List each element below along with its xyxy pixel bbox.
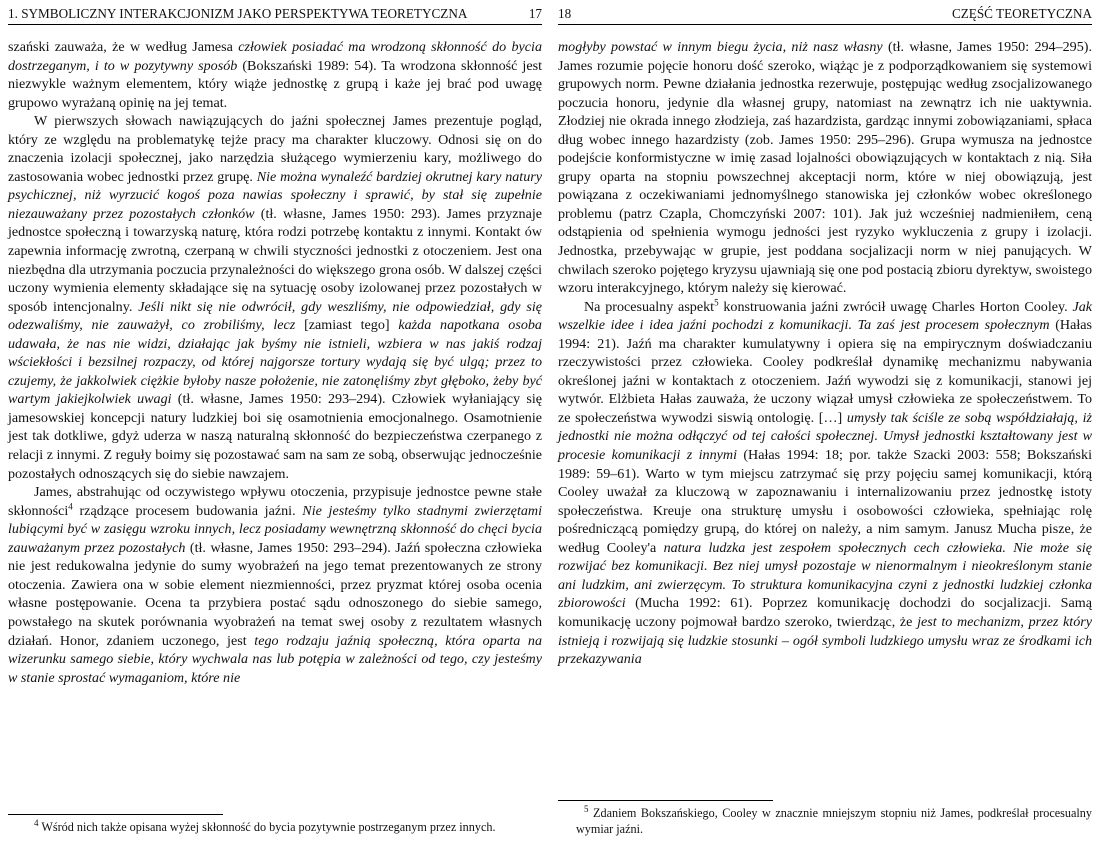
footnote-text: Wśród nich także opisana wyżej skłonność do bycia pozytywnie postrzeganym przez innych.: [41, 820, 496, 834]
paragraph: [558, 298, 1092, 669]
footnote: [558, 803, 1092, 837]
text-run: (Hałas 1994: 21). Jaźń ma charakter kumulatywny i opiera się na empirycznym doświadczaniu rzeczywistości przez człowieka. Cooley podkreślał dynamikę mechanizmu nabywania określonej jaźni w kontaktach z otoczeniem. Jaźń wywodzi się z komunikacji, stanowi jej wytwór. Elżbieta Hałas zauważa, że uczony wiązał umysł człowieka ze społeczeństwem. To ze społeczeństwa wywodzi siswią ontologię. […]: [558, 317, 1092, 426]
running-header-right: [558, 4, 1092, 25]
footnote-rule: [8, 814, 223, 815]
right-page: [558, 0, 1092, 848]
footnote-marker: 4: [34, 817, 39, 828]
page-number: 18: [558, 6, 572, 21]
text-run: (Hałas 1994: 18; por. także Szacki 2003: 558; Bokszański 1989: 59–61). Warto w tym miejscu zatrzymać się przy pojęciu samej komunikacji, którą Cooley uważał za kluczową w zapoznawaniu i internalizowaniu przez jednostkę istoty społeczeństwa. Kreuje ona strukturę umysłu i osobowości człowieka, spełniając rolę pośredniczącą pomiędzy grupą, do której on należy, a nim samym. Janusz Mucha pisze, że według Cooley'a: [558, 447, 1092, 556]
text-run: (tł. własne, James 1950: 294–295). James rozumie pojęcie honoru dość szeroko, wiążąc je z podporządkowaniem się systemowi grupowych norm. Pewne działania jednostka rezerwuje, postępując według zsocjalizowanego poczucia honoru, jedynie dla własnej grupy, natomiast na zewnątrz ich nie uaktywnia. Złodziej nie okrada innego złodzieja, zaś hazardzista, gardząc innymi zobowiązaniami, spłaca dług wobec innego hazardzisty (zob. James 1950: 295–296). Grupa wymusza na jednostce podejście konformistyczne w imię zasad lojalności obowiązujących w kontaktach z nią. Siła grupy oparta na stopniu powszechnej akceptacji norm, które w niej obowiązują, jest powiązana z oczekiwaniami jednomyślnego stanowiska jej członków wobec określonego problemu (patrz Czapla, Chomczyński 2007: 101). Jak już wcześniej nadmieniłem, ceną odstąpienia od spełnienia wymogu jedności jest ryzyko wykluczenia z grupy i izolacji. Jednostka, przebywając w grupie, jest poddana socjalizacji norm w niej panujących. W chwilach szeroko pojętego kryzysu ujawniają się one pod postacią zbioru dyrektyw, swoistego wzoru interakcyjnego, którym należy się kierować.: [558, 39, 1092, 297]
text-run: [zamiast tego]: [295, 317, 399, 334]
text-run: (tł. własne, James 1950: 293–294). Jaźń społeczna człowieka nie jest redukowalna jedynie do sumy wyobrażeń na jego temat prezentowanych ze strony otoczenia. Zawiera ona w sobie element niezmienności, przez pryzmat której osoba ocenia własne postępowanie. Ocena ta przybiera postać sądu odnoszonego do siebie samego, powstałego na skutek porównania wyobrażeń na temat swej osoby z rezultatem własnych działań. Honor, zdaniem uczonego, jest: [8, 539, 543, 649]
running-header-left: [8, 4, 542, 25]
paragraph: [8, 483, 542, 687]
italic-quote: Nie jesteśmy tylko stadnymi zwierzętami lubiącymi być w zasięgu wzroku innych, lecz posiadamy wewnętrzną skłonność do chęci bycia zauważanym przez pozostałych: [8, 502, 542, 556]
text-run: rządzące procesem budowania jaźni.: [72, 502, 303, 519]
italic-quote: Jeśli nikt się nie odwrócił, gdy weszliśmy, nie odpowiedział, gdy się odezwaliśmy, nie zauważył, co zrobiliśmy, lecz: [8, 298, 543, 334]
text-run: szański zauważa, że w według Jamesa: [8, 39, 239, 55]
italic-quote: Jak wszelkie idee i idea jaźni pochodzi z komunikacji. Ta zaś jest procesem społecznym: [558, 298, 1092, 334]
italic-quote: mogłyby powstać w innym biegu życia, niż nasz własny: [558, 39, 883, 55]
text-run: W pierwszych słowach nawiązujących do jaźni społecznej James prezentuje pogląd, który ze względu na problematykę tejże pracy ma charakter kluczowy. Odnosi się on do znaczenia izolacji społecznej, jako narzędzia służącego wymierzeniu kary, możliwego do zastosowania wobec jednostki przez grupę.: [8, 113, 542, 185]
body-text-left: [8, 38, 542, 687]
italic-quote: każda napotkana osoba udawała, że nas nie widzi, działając jak byśmy nie istnieli, wzbiera w nas jakiś rodzaj wściekłości i bezsilnej rozpaczy, od której najgorsze tortury wydają się być ulgą; przez to czujemy, że jakkolwiek ciężkie byłoby nasze położenie, nie zatonęliśmy zbyt głęboko, żeby być wartym jakiejkolwiek uwagi: [8, 317, 542, 408]
footnote-marker: 5: [584, 803, 589, 814]
italic-quote: człowiek posiadać ma wrodzoną skłonność do bycia dostrzeganym, i to w pozytywny sposób: [8, 39, 542, 74]
italic-quote: jest to mechanizm, przez który istnieją i rozwijają się ludzkie stosunki – ogół symboli ludzkiego umysłu wraz ze środkami ich przekazywania: [558, 613, 1092, 668]
running-header-title: CZĘŚĆ TEORETYCZNA: [951, 6, 1092, 21]
text-run: (Mucha 1992: 61). Poprzez komunikację dochodzi do socjalizacji. Samą komunikację uczony pojmował bardzo szeroko, twierdząc, że: [558, 595, 1092, 630]
text-run: (tł. własne, James 1950: 293). James przyznaje jednostce społeczną i towarzyską naturę, która rodzi potrzebę kontaktu z innymi. Kontakt ów zapewnia informację zwrotną, czerpaną w chwili styczności jednostki z otoczeniem. Jest ona niezbędna dla utrzymania poczucia przynależności do większego grona osób. W dalszej części uczony wymienia elementy składające się na sytuację osoby izolowanej przez pozostałych w sposób intencjonalny.: [8, 205, 543, 315]
text-run: James, abstrahując od oczywistego wpływu otoczenia, przypisuje jednostce pewne stałe skłonności: [8, 484, 542, 519]
text-run: (Bokszański 1989: 54). Ta wrodzona skłonność jest niezwykle ważnym elementem, który wiąże jednostkę z grupą i każe jej brać pod uwagę grupowo wyrażaną opinię na jej temat.: [8, 57, 542, 111]
italic-quote: tego rodzaju jaźnią społeczną, która oparta na wizerunku samego siebie, który wychwala nas lub potępia w zależności od tego, czy jesteśmy w stanie sprostać wymaganiom, które nie: [8, 632, 542, 686]
text-run: konstruowania jaźni zwrócił uwagę Charles Horton Cooley.: [718, 298, 1073, 315]
footnote-reference: 5: [714, 296, 719, 307]
italic-quote: umysły tak ściśle ze sobą współdziałają, iż jednostki nie można odłączyć od tej całości społecznej. Umysł jednostki kształtowany jest w procesie komunikacji z innymi: [558, 409, 1092, 464]
italic-quote: Nie można wynaleźć bardziej okrutnej kary natury psychicznej, niż wyrzucić kogoś poza nawias społeczny i sprawić, by stał się zupełnie niezauważany przez pozostałych członków: [8, 168, 542, 222]
italic-quote: natura ludzka jest zespołem społecznych cech człowieka. Nie może się rozwijać bez komunikacji. Bez niej umysł pozostaje w nienormalnym i nieokreślonym stanie ani ludzkim, ani zwierzęcym. To struktura komunikacyjna czyni z jednostki ludzkiej członka zbiorowości: [558, 539, 1092, 612]
paragraph: [8, 112, 542, 483]
page-number: 17: [528, 6, 542, 21]
running-header-title: 1. SYMBOLICZNY INTERAKCJONIZM JAKO PERSPEKTYWA TEORETYCZNA: [8, 6, 468, 21]
footnote-rule: [558, 800, 773, 801]
text-run: (tł. własne, James 1950: 293–294). Człowiek wyłaniający się jamesowskiej koncepcji natury ludzkiej boi się osamotnienia emocjonalnego. Osamotnienie jest tak dotkliwe, gdyż uderza w naszą naturalną skłonność do bezpieczeństwa czerpanego z relacji z innymi. Z reguły boimy się pozostawać sam na sam ze sobą, obserwując jednocześnie pozostałych odnoszących się do siebie nawzajem.: [8, 391, 542, 482]
left-page: [8, 0, 542, 848]
text-run: Na procesualny aspekt: [584, 298, 715, 315]
paragraph: [558, 38, 1092, 298]
footnote-text: Zdaniem Bokszańskiego, Cooley w znacznie mniejszym stopniu niż James, podkreślał procesualny wymiar jaźni.: [576, 806, 1092, 836]
body-text-right: [558, 38, 1092, 669]
footnote-reference: 4: [68, 500, 73, 511]
paragraph: [8, 38, 542, 112]
footnote: [8, 817, 542, 836]
